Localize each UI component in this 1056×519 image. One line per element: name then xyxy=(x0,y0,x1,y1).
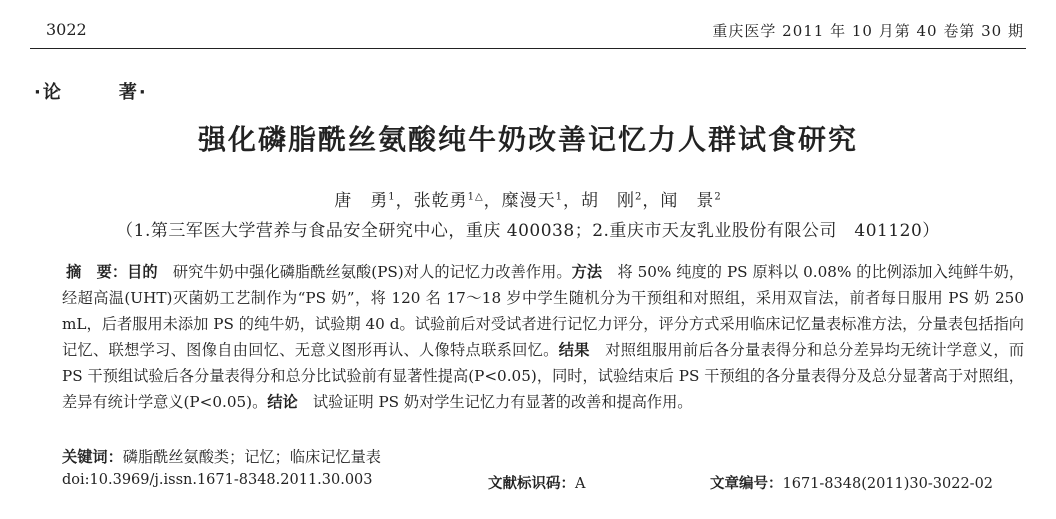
author-name: 闻 景 xyxy=(660,191,715,211)
abstract xyxy=(62,259,1024,415)
document-code-label: 文献标识码： xyxy=(488,476,575,492)
article-title: 强化磷脂酰丝氨酸纯牛奶改善记忆力人群试食研究 xyxy=(197,123,858,156)
abstract-objective-label: 目的 xyxy=(127,263,158,281)
author-affiliation-mark: 1△ xyxy=(467,191,484,203)
author-name: 唐 勇 xyxy=(334,191,389,211)
abstract-methods: 将 50% 纯度的 PS 原料以 0.08% 的比例添加入纯鲜牛奶，经超高温(UHT)灭菌奶工艺制作为“PS 奶”，将 120 名 17～18 岁中学生随机分为干预组和对照组，采用双盲法，前者每日服用 PS 奶 250 mL，后者服用未添加 PS 的纯牛奶，试验期 40 d。试验前后对受试者进行记忆力评分，评分方式采用临床记忆量表标准方法，分量表包括指向记忆、联想学习、图像自由回忆、无意义图形再认、人像特点联系回忆。 xyxy=(62,263,1025,359)
article-number xyxy=(710,472,993,493)
author-list: 唐 勇$^1$，张乾勇$^{1\triangle}$，糜漫天$^1$，胡 刚$^2$，闻 景$^2$ xyxy=(334,191,722,211)
doi-line xyxy=(62,472,1024,492)
document-code-value: A xyxy=(575,476,586,492)
section-label-right: 著· xyxy=(118,82,148,103)
author-affiliation-mark: 1 xyxy=(555,191,564,203)
keywords xyxy=(62,446,381,467)
section-label xyxy=(34,78,148,104)
author-affiliation-mark: 2 xyxy=(635,191,643,203)
doi[interactable]: doi:10.3969/j.issn.1671-8348.2011.30.003 xyxy=(62,472,373,488)
affiliations: （1.第三军医大学营养与食品安全研究中心，重庆 400038；2.重庆市天友乳业股份有限公司 401120） xyxy=(116,221,940,241)
abstract-results-label: 结果 xyxy=(558,341,590,359)
author-name: 胡 刚 xyxy=(581,191,636,211)
abstract-conclusion-label: 结论 xyxy=(267,393,298,411)
abstract-methods-label: 方法 xyxy=(571,263,603,281)
keywords-label: 关键词： xyxy=(62,448,123,466)
header-rule xyxy=(30,48,1026,49)
section-label-left: ·论 xyxy=(34,82,63,103)
document-code xyxy=(488,472,585,493)
article-number-label: 文章编号： xyxy=(710,476,783,492)
author-name: 糜漫天 xyxy=(501,191,556,211)
article-number-value: 1671-8348(2011)30-3022-02 xyxy=(782,476,994,492)
journal-header: 重庆医学 2011 年 10 月第 40 卷第 30 期 xyxy=(712,22,1024,40)
abstract-conclusion: 试验证明 PS 奶对学生记忆力有显著的改善和提高作用。 xyxy=(312,393,693,411)
author-affiliation-mark: 2 xyxy=(714,191,722,203)
keywords-value: 磷脂酰丝氨酸类；记忆；临床记忆量表 xyxy=(122,448,381,466)
abstract-objective: 研究牛奶中强化磷脂酰丝氨酸(PS)对人的记忆力改善作用。 xyxy=(172,263,572,281)
abstract-results: 对照组服用前后各分量表得分和总分差异均无统计学意义，而 PS 干预组试验后各分量表得分和总分比试验前有显著性提高(P<0.05)，同时，试验结束后 PS 干预组的各分量表得分及总分显著高于对照组，差异有统计学意义(P<0.05)。 xyxy=(62,341,1025,411)
abstract-label: 摘 要： xyxy=(66,263,128,281)
author-affiliation-mark: 1 xyxy=(388,191,396,203)
author-name: 张乾勇 xyxy=(413,191,468,211)
page-number: 3022 xyxy=(46,20,87,39)
